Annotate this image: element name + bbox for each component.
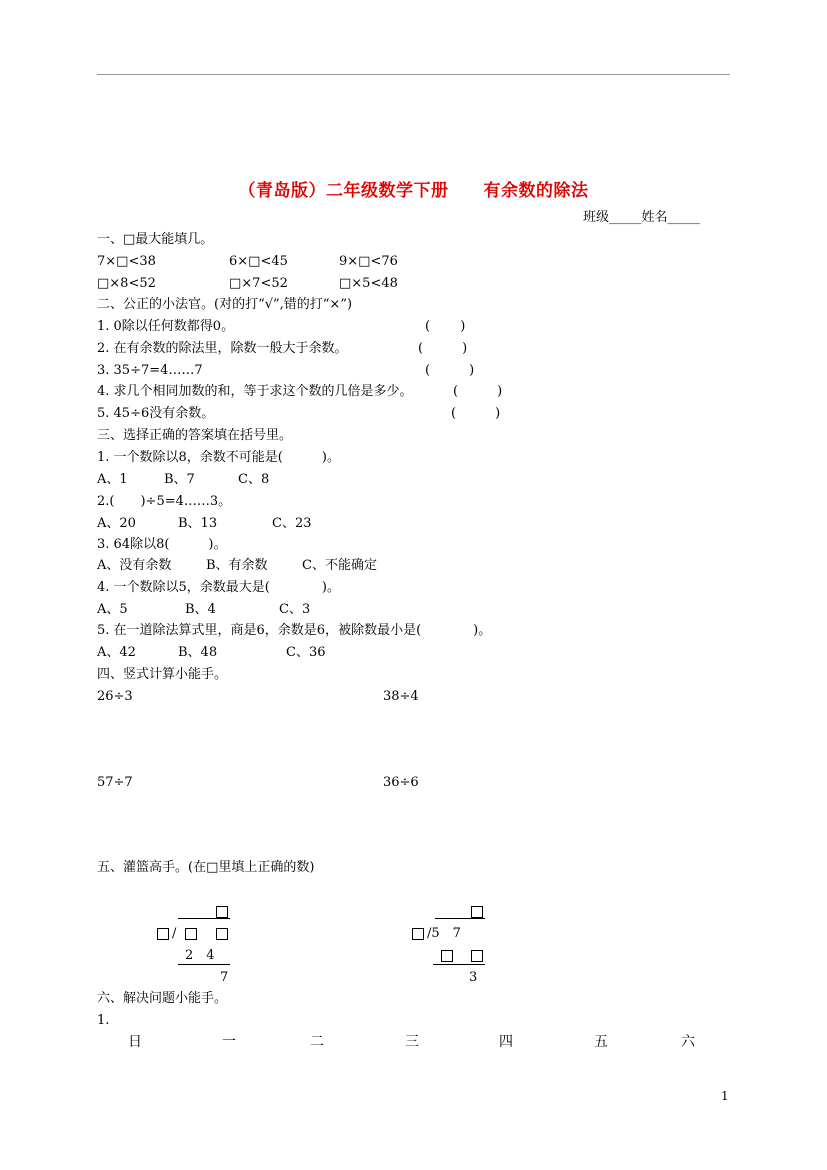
subtract-line bbox=[178, 964, 230, 965]
s2-item: 4. 求几个相同加数的和，等于求这个数的几倍是多少。 bbox=[97, 384, 413, 399]
page-title: （青岛版）二年级数学下册 有余数的除法 bbox=[238, 181, 589, 201]
section-5-heading: 五、灌篮高手。(在□里填上正确的数) bbox=[97, 860, 315, 875]
quotient-line bbox=[178, 918, 230, 919]
s2-answer-paren[interactable]: ( ) bbox=[418, 341, 468, 356]
s3-option: C、不能确定 bbox=[302, 558, 377, 573]
remainder: 7 bbox=[220, 970, 229, 985]
s3-question: 3. 64除以8( )。 bbox=[97, 537, 227, 552]
s3-option: A、5 bbox=[97, 602, 128, 617]
s2-item: 3. 35÷7=4……7 bbox=[97, 363, 203, 378]
s2-answer-paren[interactable]: ( ) bbox=[425, 363, 475, 378]
blank-box[interactable] bbox=[185, 928, 197, 940]
s1-item: 6×□<45 bbox=[229, 254, 288, 269]
page-number: 1 bbox=[721, 1089, 729, 1103]
s2-answer-paren[interactable]: ( ) bbox=[425, 319, 466, 334]
s3-option: A、没有余数 bbox=[97, 558, 172, 573]
weekday-label: 一 bbox=[222, 1034, 236, 1050]
weekday-label: 三 bbox=[405, 1034, 419, 1050]
section-1-heading: 一、□最大能填几。 bbox=[97, 232, 214, 247]
s1-item: □×5<48 bbox=[339, 276, 398, 291]
blank-box[interactable] bbox=[441, 950, 453, 962]
s3-question: 5. 在一道除法算式里，商是6，余数是6，被除数最小是( )。 bbox=[97, 623, 492, 638]
s3-option: A、42 bbox=[97, 645, 136, 660]
s2-item: 1. 0除以任何数都得0。 bbox=[97, 319, 235, 334]
calc-problem: 36÷6 bbox=[383, 775, 419, 790]
weekday-label: 六 bbox=[681, 1034, 695, 1050]
blank-box[interactable] bbox=[157, 928, 169, 940]
s3-option: B、有余数 bbox=[206, 558, 268, 573]
s2-item: 2. 在有余数的除法里，除数一般大于余数。 bbox=[97, 341, 348, 356]
blank-box[interactable] bbox=[412, 928, 424, 940]
s3-option: B、13 bbox=[178, 516, 218, 531]
s3-option: C、3 bbox=[279, 602, 311, 617]
quotient-line bbox=[435, 918, 485, 919]
s3-question: 1. 一个数除以8，余数不可能是( )。 bbox=[97, 450, 340, 465]
weekday-label: 日 bbox=[128, 1034, 142, 1050]
section-6-heading: 六、解决问题小能手。 bbox=[97, 991, 228, 1006]
s1-item: □×8<52 bbox=[97, 276, 156, 291]
header-rule bbox=[97, 74, 730, 75]
s3-question: 2.( )÷5=4……3。 bbox=[97, 494, 232, 509]
remainder: 3 bbox=[469, 970, 478, 985]
s2-answer-paren[interactable]: ( ) bbox=[451, 406, 501, 421]
division-bracket: / bbox=[172, 926, 177, 941]
s3-option: B、48 bbox=[178, 645, 218, 660]
weekday-label: 四 bbox=[499, 1034, 513, 1050]
weekday-label: 二 bbox=[310, 1034, 324, 1050]
s1-item: □×7<52 bbox=[229, 276, 288, 291]
s1-item: 7×□<38 bbox=[97, 254, 156, 269]
subtract-line bbox=[433, 964, 485, 965]
s3-option: C、8 bbox=[238, 472, 270, 487]
weekday-label: 五 bbox=[594, 1034, 608, 1050]
blank-box[interactable] bbox=[471, 950, 483, 962]
dividend-digits: /5 7 bbox=[427, 926, 461, 941]
s2-answer-paren[interactable]: ( ) bbox=[453, 384, 503, 399]
s1-item: 9×□<76 bbox=[339, 254, 398, 269]
s3-option: A、20 bbox=[97, 516, 136, 531]
class-name-line: 班级_____姓名_____ bbox=[583, 210, 701, 225]
partial-product: 2 4 bbox=[185, 948, 215, 963]
s3-option: C、36 bbox=[286, 645, 326, 660]
s2-item: 5. 45÷6没有余数。 bbox=[97, 406, 215, 421]
s3-question: 4. 一个数除以5，余数最大是( )。 bbox=[97, 580, 340, 595]
s3-option: A、1 bbox=[97, 472, 128, 487]
blank-box[interactable] bbox=[216, 906, 228, 918]
calc-problem: 38÷4 bbox=[383, 689, 419, 704]
blank-box[interactable] bbox=[471, 906, 483, 918]
blank-box[interactable] bbox=[216, 928, 228, 940]
s6-question-number: 1. bbox=[97, 1013, 110, 1028]
section-4-heading: 四、竖式计算小能手。 bbox=[97, 667, 228, 682]
calc-problem: 57÷7 bbox=[97, 775, 133, 790]
section-3-heading: 三、选择正确的答案填在括号里。 bbox=[97, 428, 293, 443]
section-2-heading: 二、公正的小法官。(对的打“√”,错的打“×”) bbox=[97, 297, 353, 312]
s3-option: C、23 bbox=[272, 516, 312, 531]
s3-option: B、7 bbox=[164, 472, 195, 487]
calc-problem: 26÷3 bbox=[97, 689, 133, 704]
s3-option: B、4 bbox=[185, 602, 216, 617]
